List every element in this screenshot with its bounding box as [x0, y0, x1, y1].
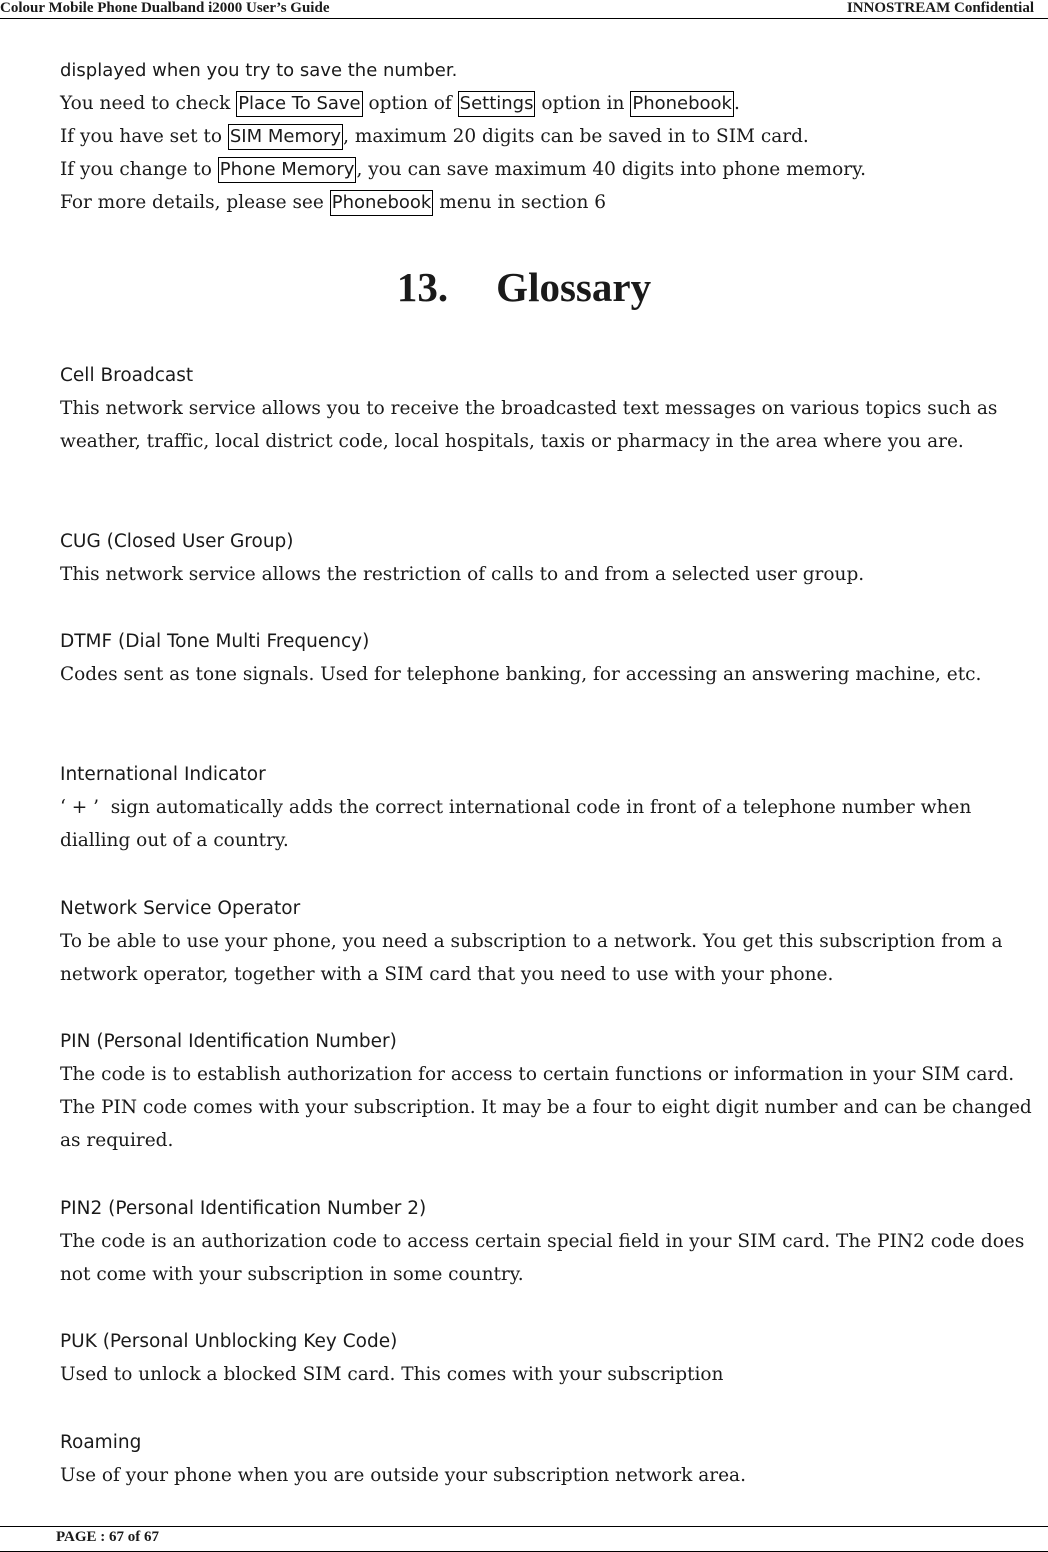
menu-ref-sim-memory: SIM Memory — [228, 124, 343, 150]
text: For more details, please see — [60, 192, 330, 213]
text: If you have set to — [60, 126, 228, 147]
glossary-definition: To be able to use your phone, you need a subscription to a network. You get this subscription from a network operator, together with a SIM card that you need to use with your phone. — [60, 931, 1003, 985]
page-number: PAGE : 67 of 67 — [56, 1529, 160, 1545]
glossary-term: PUK (Personal Unblocking Key Code) — [60, 1331, 398, 1352]
glossary-entry — [60, 1025, 1035, 1157]
text: option of — [362, 93, 458, 114]
text: , you can save maximum 40 digits into phone memory. — [356, 159, 866, 180]
glossary-definition: Codes sent as tone signals. Used for telephone banking, for accessing an answering machine, etc. — [60, 664, 982, 685]
glossary-term: PIN (Personal Identification Number) — [60, 1031, 397, 1052]
glossary-entry — [60, 525, 1035, 591]
text: menu in section 6 — [433, 192, 607, 213]
glossary-term: International Indicator — [60, 764, 266, 785]
menu-ref-phonebook: Phonebook — [330, 190, 434, 216]
glossary-definition: Use of your phone when you are outside your subscription network area. — [60, 1465, 746, 1486]
glossary-definition: ‘ + ’ sign automatically adds the correct international code in front of a telephone number when dialling out of a country. — [60, 797, 978, 851]
glossary-term: Roaming — [60, 1432, 142, 1453]
glossary-term: DTMF (Dial Tone Multi Frequency) — [60, 631, 370, 652]
intro-line-5 — [60, 186, 1035, 219]
glossary-entry — [60, 892, 1035, 991]
glossary-definition: This network service allows you to receive the broadcasted text messages on various topics such as weather, traffic, local district code, local hospitals, taxis or pharmacy in the area where you are. — [60, 398, 998, 452]
text: You need to check — [60, 93, 237, 114]
glossary-definition: This network service allows the restriction of calls to and from a selected user group. — [60, 564, 865, 585]
glossary-term: Network Service Operator — [60, 898, 301, 919]
page-header — [0, 0, 1048, 19]
intro-line-4 — [60, 153, 1035, 186]
document-title: Colour Mobile Phone Dualband i2000 User’s Guide — [0, 0, 330, 16]
intro-line-1: displayed when you try to save the number. — [60, 60, 458, 81]
text: option in — [535, 93, 631, 114]
glossary-entry — [60, 359, 1035, 458]
menu-ref-settings: Settings — [458, 91, 536, 117]
intro-line-3 — [60, 120, 1035, 153]
menu-ref-phone-memory: Phone Memory — [218, 157, 357, 183]
glossary-entry — [60, 1426, 1035, 1492]
confidential-label: INNOSTREAM Confidential — [846, 0, 1034, 16]
glossary-definition: The code is to establish authorization for access to certain functions or information in your SIM card. The PIN code comes with your subscription. It may be a four to eight digit number and can be changed as required. — [60, 1064, 1032, 1151]
glossary-entry — [60, 1325, 1035, 1391]
page-footer — [0, 1526, 1048, 1552]
intro-line-2 — [60, 87, 1035, 120]
glossary-definition: The code is an authorization code to access certain special field in your SIM card. The PIN2 code does not come with your subscription in some country. — [60, 1231, 1025, 1285]
menu-ref-place-to-save: Place To Save — [236, 91, 362, 117]
menu-ref-phonebook: Phonebook — [630, 91, 734, 117]
glossary-term: CUG (Closed User Group) — [60, 531, 294, 552]
section-title: Glossary — [496, 264, 652, 310]
text: If you change to — [60, 159, 218, 180]
glossary-definition: Used to unlock a blocked SIM card. This comes with your subscription — [60, 1364, 724, 1385]
glossary-entry — [60, 625, 1035, 691]
intro-text — [60, 54, 1035, 219]
glossary-term: PIN2 (Personal Identification Number 2) — [60, 1198, 427, 1219]
text: . — [733, 93, 740, 114]
text: , maximum 20 digits can be saved in to SIM card. — [343, 126, 809, 147]
section-heading — [0, 263, 1048, 311]
section-number: 13. — [396, 264, 449, 310]
glossary-entry — [60, 1192, 1035, 1291]
glossary-entry — [60, 758, 1035, 857]
glossary-term: Cell Broadcast — [60, 365, 194, 386]
